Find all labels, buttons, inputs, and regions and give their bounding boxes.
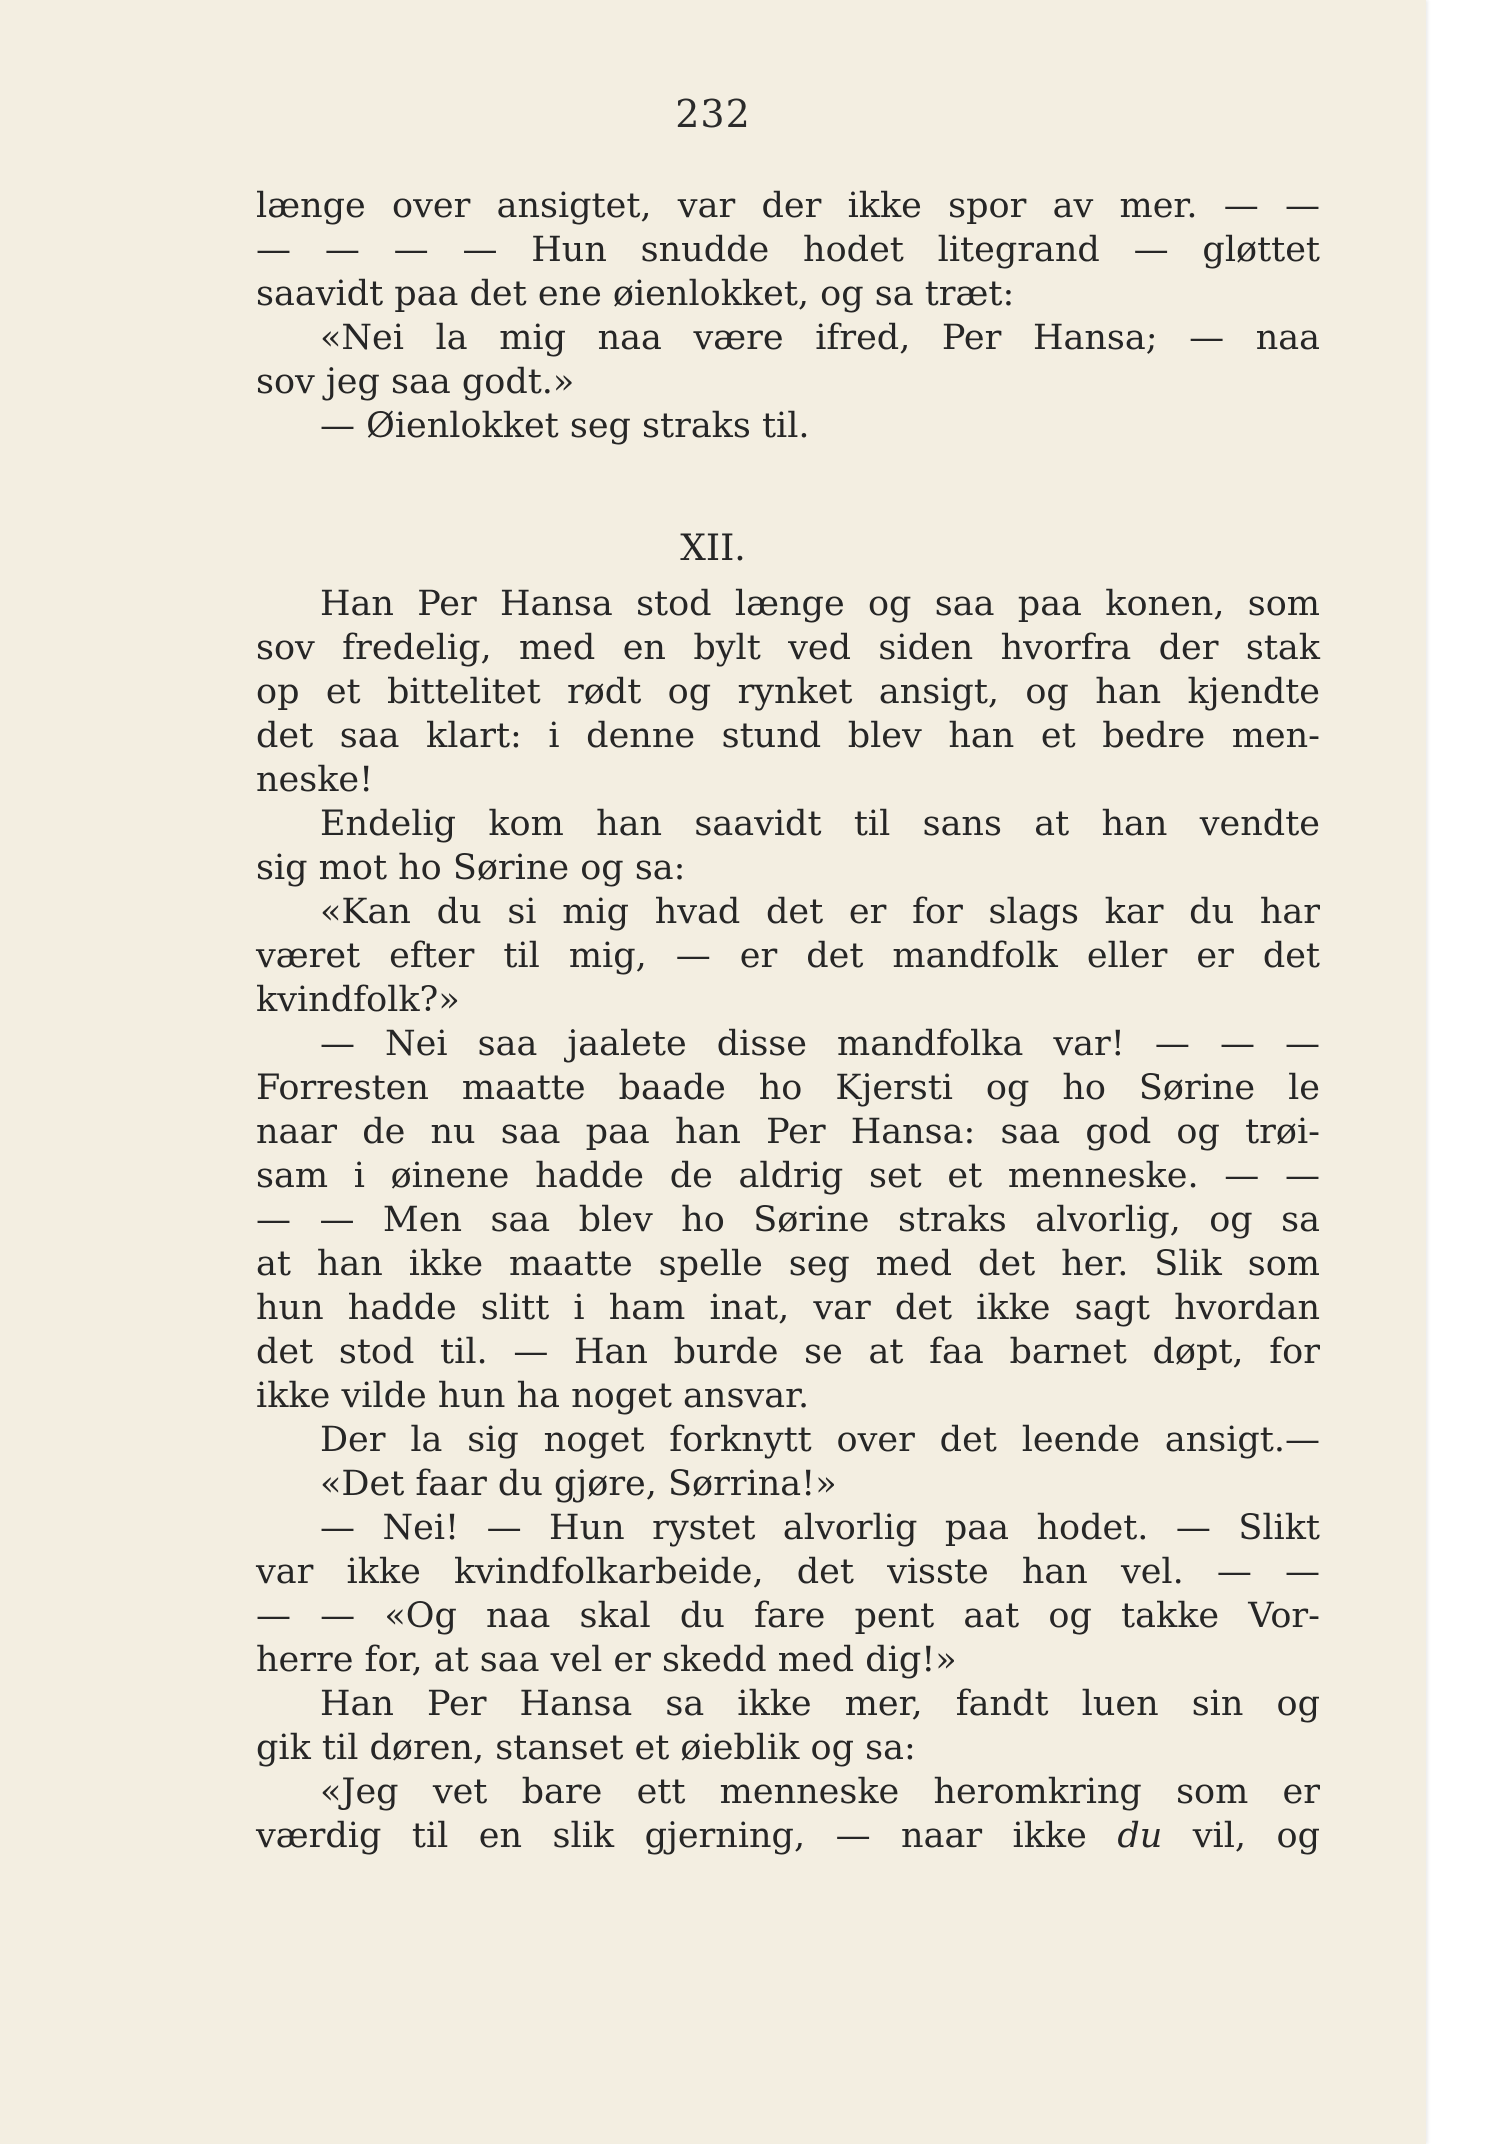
text-line: — — — — Hun snudde hodet litegrand — gløttet [256, 230, 1320, 270]
text-line: herre for, at saa vel er skedd med dig!» [256, 1640, 957, 1680]
text-line: saavidt paa det ene øienlokket, og sa træt: [256, 274, 1015, 314]
text-line: sov jeg saa godt.» [256, 362, 575, 402]
text-line: Der la sig noget forknytt over det leende ansigt.— [320, 1420, 1320, 1460]
text-line: — Nei saa jaalete disse mandfolka var! — — — [320, 1024, 1320, 1064]
text-line: hun hadde slitt i ham inat, var det ikke sagt hvordan [256, 1288, 1320, 1328]
text-line: Han Per Hansa sa ikke mer, fandt luen sin og [320, 1684, 1320, 1724]
text-line: — Nei! — Hun rystet alvorlig paa hodet. — Slikt [320, 1508, 1320, 1548]
text-line: sov fredelig, med en bylt ved siden hvorfra der stak [256, 628, 1320, 668]
text-line: Endelig kom han saavidt til sans at han vendte [320, 804, 1320, 844]
text-line: Han Per Hansa stod længe og saa paa konen, som [320, 584, 1320, 624]
text-line: kvindfolk?» [256, 980, 460, 1020]
text-line: «Kan du si mig hvad det er for slags kar du har [320, 892, 1320, 932]
last-line-part-2: vil, og [1162, 1816, 1320, 1856]
text-line: det stod til. — Han burde se at faa barnet døpt, for [256, 1332, 1320, 1372]
text-line: sig mot ho Sørine og sa: [256, 848, 686, 888]
text-line: ikke vilde hun ha noget ansvar. [256, 1376, 810, 1416]
chapter-heading: XII. [680, 528, 746, 569]
text-line: sam i øinene hadde de aldrig set et menneske. — — [256, 1156, 1320, 1196]
text-line: — Øienlokket seg straks til. [320, 406, 810, 446]
text-line: var ikke kvindfolkarbeide, det visste han vel. — — [256, 1552, 1320, 1592]
text-line: «Nei la mig naa være ifred, Per Hansa; — naa [320, 318, 1320, 358]
text-line: «Det faar du gjøre, Sørrina!» [320, 1464, 837, 1504]
last-line-part-1: værdig til en slik gjerning, — naar ikke [256, 1816, 1118, 1856]
text-line: neske! [256, 760, 374, 800]
text-line: op et bittelitet rødt og rynket ansigt, og han kjendte [256, 672, 1320, 712]
text-line: været efter til mig, — er det mandfolk eller er det [256, 936, 1320, 976]
text-line: at han ikke maatte spelle seg med det her. Slik som [256, 1244, 1320, 1284]
last-line-italic: du [1117, 1816, 1163, 1856]
text-line: Forresten maatte baade ho Kjersti og ho Sørine le [256, 1068, 1320, 1108]
text-line: — — «Og naa skal du fare pent aat og takke Vor- [256, 1596, 1320, 1636]
text-line: naar de nu saa paa han Per Hansa: saa god og trøi- [256, 1112, 1320, 1152]
page-number: 232 [675, 92, 751, 136]
text-line-last [256, 1814, 1320, 1858]
text-line: længe over ansigtet, var der ikke spor av mer. — — [256, 186, 1320, 226]
text-line: gik til døren, stanset et øieblik og sa: [256, 1728, 916, 1768]
text-line: «Jeg vet bare ett menneske heromkring som er [320, 1772, 1320, 1812]
text-line: det saa klart: i denne stund blev han et bedre men- [256, 716, 1320, 756]
text-line: — — Men saa blev ho Sørine straks alvorlig, og sa [256, 1200, 1320, 1240]
